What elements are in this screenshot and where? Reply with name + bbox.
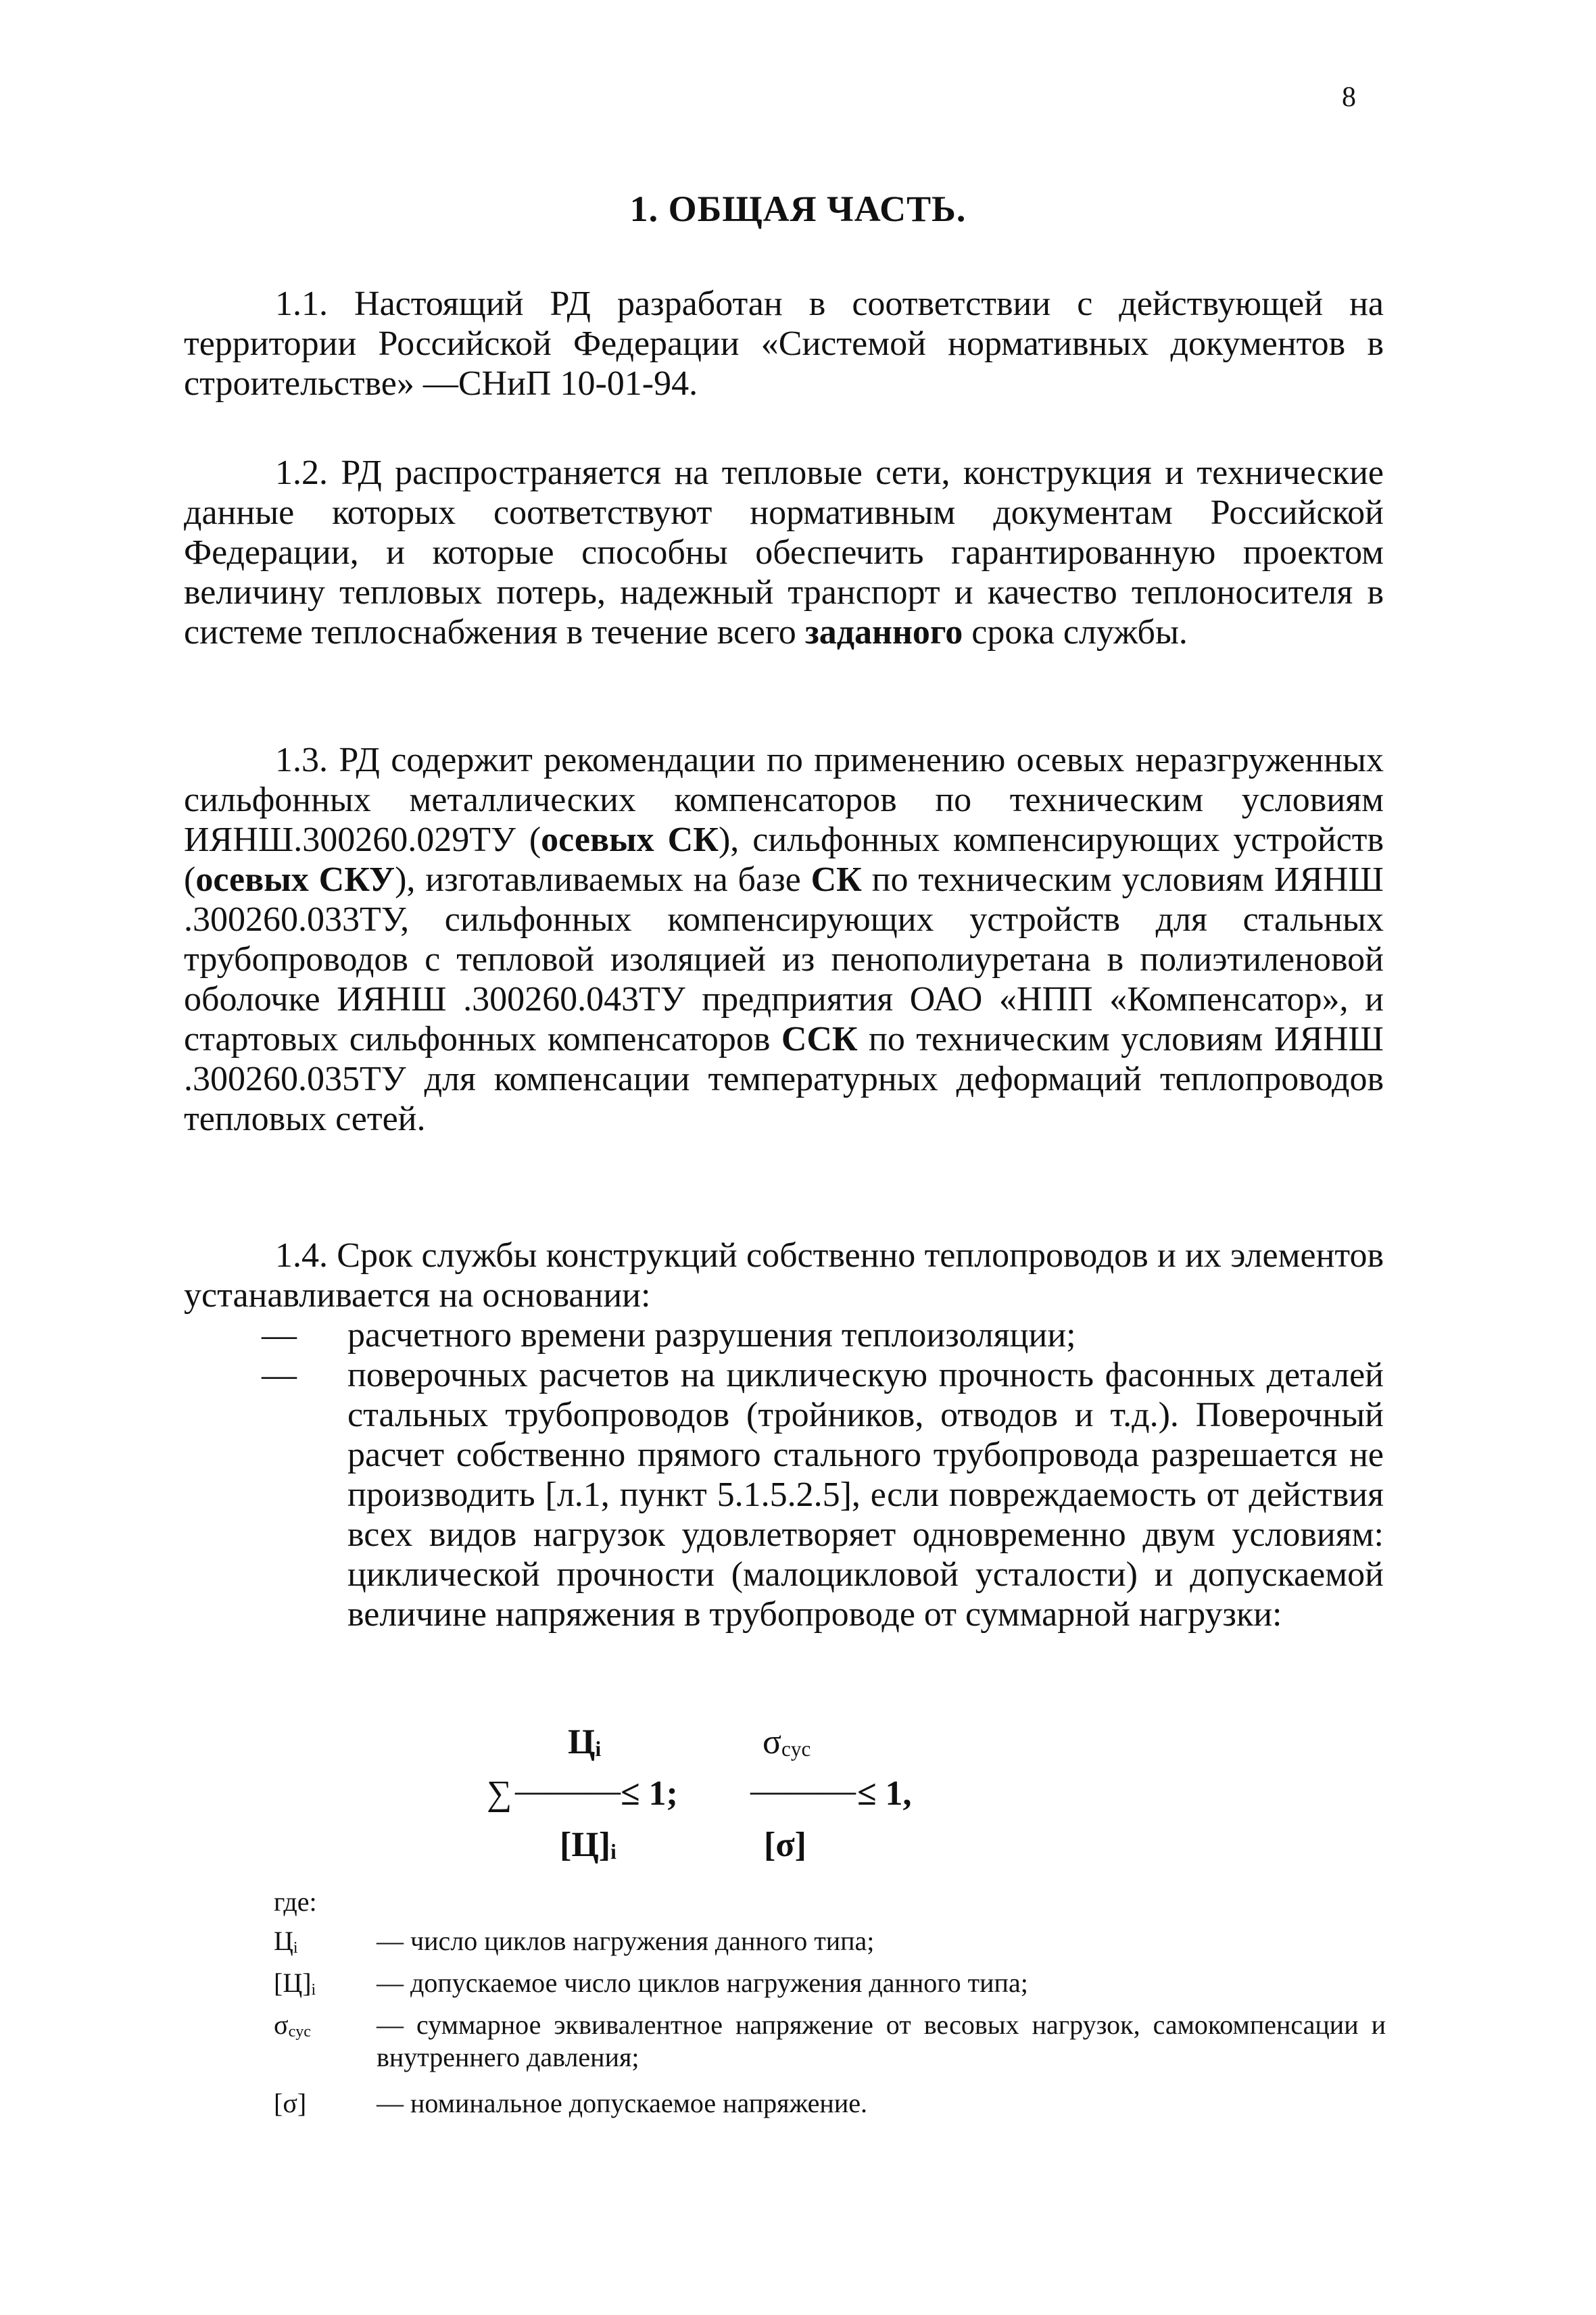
legend-row: [σ] — номинальное допускаемое напряжение.	[274, 2087, 1386, 2120]
paragraph-1-1: 1.1. Настоящий РД разработан в соответствии с действующей на территории Российской Федерации «Системой нормативных документов в строительстве» —СНиП 10-01-94.	[184, 285, 1384, 403]
legend-symbol: $[Ц]_i$	[274, 1968, 316, 1999]
legend-symbol: $\sigma_{cyc}$	[274, 2009, 311, 2041]
list-dash: —	[262, 1316, 297, 1355]
page-number: 8	[1342, 82, 1356, 113]
formula-numerator-2: $\sigma_{cyc}$	[763, 1723, 811, 1761]
paragraph-1-4: 1.4. Срок службы конструкций собственно теплопроводов и их элементов устанавливается на основании:	[184, 1236, 1384, 1315]
legend-row: $Ц_i$ — число циклов нагружения данного типа;	[274, 1925, 1386, 1957]
bold-term: заданного	[804, 613, 963, 652]
paragraph-1-2: 1.2. РД распространяется на тепловые сети, конструкция и технические данные которых соответствуют нормативным документам Российской Федерации, и которые способны обеспечить гарантированную проектом величину тепловых потерь, надежный транспорт и качество теплоносителя в системе теплоснабжения в течение всего заданного срока службы.	[184, 454, 1384, 652]
formula-numerator-1: $Ц_i$	[568, 1723, 602, 1761]
formula-condition-1: ≤ 1;	[621, 1774, 678, 1813]
legend-symbol: $Ц_i$	[274, 1926, 298, 1957]
bold-term: ССК	[781, 1020, 858, 1058]
where-label: где:	[274, 1886, 317, 1917]
legend-symbol: [σ]	[274, 2088, 307, 2118]
legend-row: $[Ц]_i$ — допускаемое число циклов нагружения данного типа;	[274, 1967, 1386, 1999]
list-item: — расчетного времени разрушения теплоизоляции;	[262, 1316, 1076, 1355]
criteria-list	[184, 1315, 1384, 1634]
fraction-line-1: ———	[515, 1772, 621, 1810]
bold-term: осевых СКУ	[195, 860, 395, 899]
formula-block	[487, 1722, 960, 1871]
list-dash: —	[262, 1356, 297, 1394]
formula-condition-2: ≤ 1,	[857, 1774, 912, 1813]
formula-denominator-2: [σ]	[764, 1826, 806, 1864]
bold-term: СК	[811, 860, 862, 899]
sum-sign: ∑	[487, 1774, 512, 1813]
legend-row: $\sigma_{cyc}$ — суммарное эквивалентное напряжение от весовых нагрузок, самокомпенсации и внутреннего давления;	[274, 2009, 1386, 2072]
fraction-line-2: ———	[750, 1772, 856, 1810]
paragraph-1-3: 1.3. РД содержит рекомендации по применению осевых неразгруженных сильфонных металлических компенсаторов по техническим условиям ИЯНШ.300260.029ТУ (осевых СК), сильфонных компенсирующих устройств (осевых СКУ), изготавливаемых на базе СК по техническим условиям ИЯНШ .300260.033ТУ, сильфонных компенсирующих устройств для стальных трубопроводов с тепловой изоляцией из пенополиуретана в полиэтиленовой оболочке ИЯНШ .300260.043ТУ предприятия ОАО «НПП «Компенсатор», и стартовых сильфонных компенсаторов ССК по техническим условиям ИЯНШ .300260.035ТУ для компенсации температурных деформаций теплопроводов тепловых сетей.	[184, 741, 1384, 1138]
section-heading: 1. ОБЩАЯ ЧАСТЬ.	[629, 189, 967, 229]
bold-term: осевых СК	[541, 821, 719, 859]
formula-denominator-1: $[Ц]_i$	[560, 1826, 616, 1864]
symbol-legend	[274, 1925, 1386, 2120]
list-item: — поверочных расчетов на циклическую прочность фасонных деталей стальных трубопроводов (тройников, отводов и т.д.). Поверочный расчет собственно прямого стального трубопровода разрешается не производить [л.1, пункт 5.1.5.2.5], если повреждаемость от действия всех видов нагрузок удовлетворяет одновременно двум условиям: циклической прочности (малоцикловой усталости) и допускаемой величине напряжения в трубопроводе от суммарной нагрузки:	[262, 1356, 1384, 1634]
